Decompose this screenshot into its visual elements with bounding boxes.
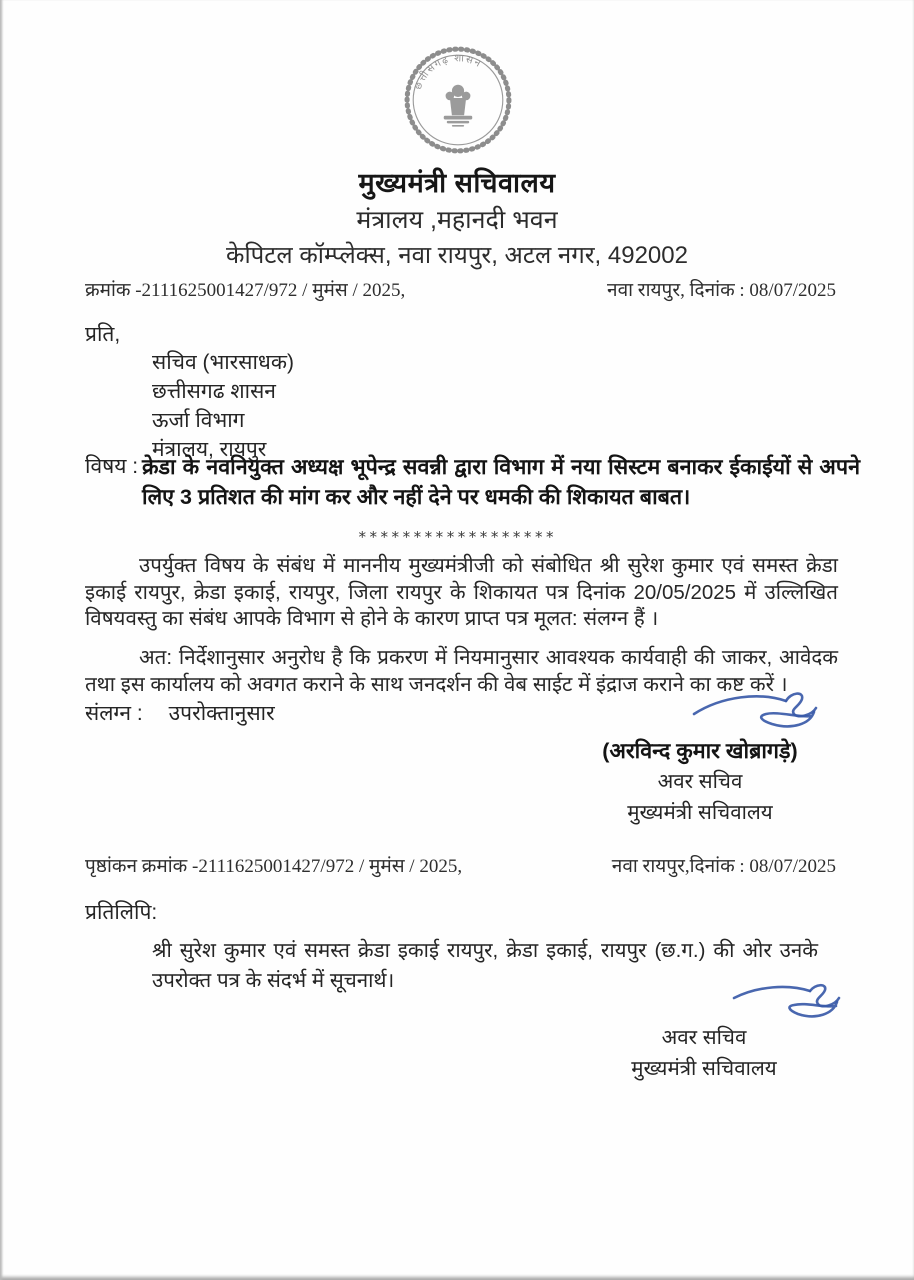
signature-block xyxy=(550,736,850,828)
enclosure-value: उपरोक्तानुसार xyxy=(168,702,275,725)
body-paragraph-1: उपर्युक्त विषय के संबंध में माननीय मुख्यमंत्रीजी को संबोधित श्री सुरेश कुमार एवं समस्त क्रेडा इकाई रायपुर, क्रेडा इकाई, रायपुर, जिला रायपुर के शिकायत पत्र दिनांक 20/05/2025 में उल्लिखित विषयवस्तु का संबंध आपके विभाग से होने के कारण प्राप्त पत्र मूलत: संलग्न हैं । xyxy=(85,554,838,630)
building-line: मंत्रालय ,महानदी भवन xyxy=(356,206,558,234)
subject-text: क्रेडा के नवनियुक्त अध्यक्ष भूपेन्द्र सवन्नी द्वारा विभाग में नया सिस्टम बनाकर ईकाईयों से अपने लिए 3 प्रतिशत की मांग कर और नहीं देने पर धमकी की शिकायत बाबत। xyxy=(142,455,860,509)
addressee-line: मंत्रालय, रायपुर xyxy=(152,438,267,461)
copy-label: प्रतिलिपि: xyxy=(85,901,158,924)
svg-text:छत्तीसगढ़ शासन xyxy=(413,53,484,91)
enclosure-line xyxy=(85,699,275,727)
endorsement-signatory-designation: अवर सचिव xyxy=(661,1026,747,1049)
endorsement-signatory-office: मुख्यमंत्री सचिवालय xyxy=(631,1057,777,1080)
chhattisgarh-government-seal-icon xyxy=(402,44,514,156)
salutation: प्रति, xyxy=(85,323,121,346)
endorsement-row xyxy=(85,852,836,878)
reference-number: क्रमांक -2111625001427/972 / मुमंस / 2025, xyxy=(85,280,406,301)
endorsement-place-date: नवा रायपुर,दिनांक : 08/07/2025 xyxy=(611,856,836,877)
subject-row xyxy=(85,452,860,512)
signatory-name: (अरविन्द कुमार खोब्रागड़े) xyxy=(602,739,798,763)
body-paragraph-2: अत: निर्देशानुसार अनुरोध है कि प्रकरण में नियमानुसार आवश्यक कार्यवाही की जाकर, आवेदक तथा इस कार्यालय को अवगत कराने के साथ जनदर्शन की वेब साईट में इंद्राज कराने का कष्ट करें । xyxy=(85,646,838,696)
addressee-line: ऊर्जा विभाग xyxy=(152,409,245,432)
address-line: केपिटल कॉम्प्लेक्स, नवा रायपुर, अटल नगर, 492002 xyxy=(226,242,688,269)
endorsement-number: पृष्ठांकन क्रमांक -2111625001427/972 / मुमंस / 2025, xyxy=(85,856,463,877)
signatory-designation: अवर सचिव xyxy=(657,770,743,793)
addressee-line: सचिव (भारसाधक) xyxy=(152,351,294,374)
reference-row xyxy=(85,276,836,302)
signature-icon xyxy=(688,688,830,740)
signature-icon xyxy=(730,980,850,1026)
place-date: नवा रायपुर, दिनांक : 08/07/2025 xyxy=(607,280,836,301)
addressee-block xyxy=(152,348,294,464)
seal-arc-text: छत्तीसगढ़ शासन xyxy=(412,53,484,92)
signatory-office: मुख्यमंत्री सचिवालय xyxy=(627,801,773,824)
office-title: मुख्यमंत्री सचिवालय xyxy=(358,168,556,198)
copy-paragraph: श्री सुरेश कुमार एवं समस्त क्रेडा इकाई रायपुर, क्रेडा इकाई, रायपुर (छ.ग.) की ओर उनके उपरोक्त पत्र के संदर्भ में सूचनार्थ। xyxy=(152,939,818,992)
separator-stars: ****************** xyxy=(357,528,557,546)
endorsement-signature-block xyxy=(574,1022,834,1084)
addressee-line: छत्तीसगढ शासन xyxy=(152,380,276,403)
subject-label: विषय : xyxy=(85,455,139,478)
enclosure-label: संलग्न : xyxy=(85,702,143,725)
ashoka-lion-capital-icon xyxy=(444,85,473,127)
